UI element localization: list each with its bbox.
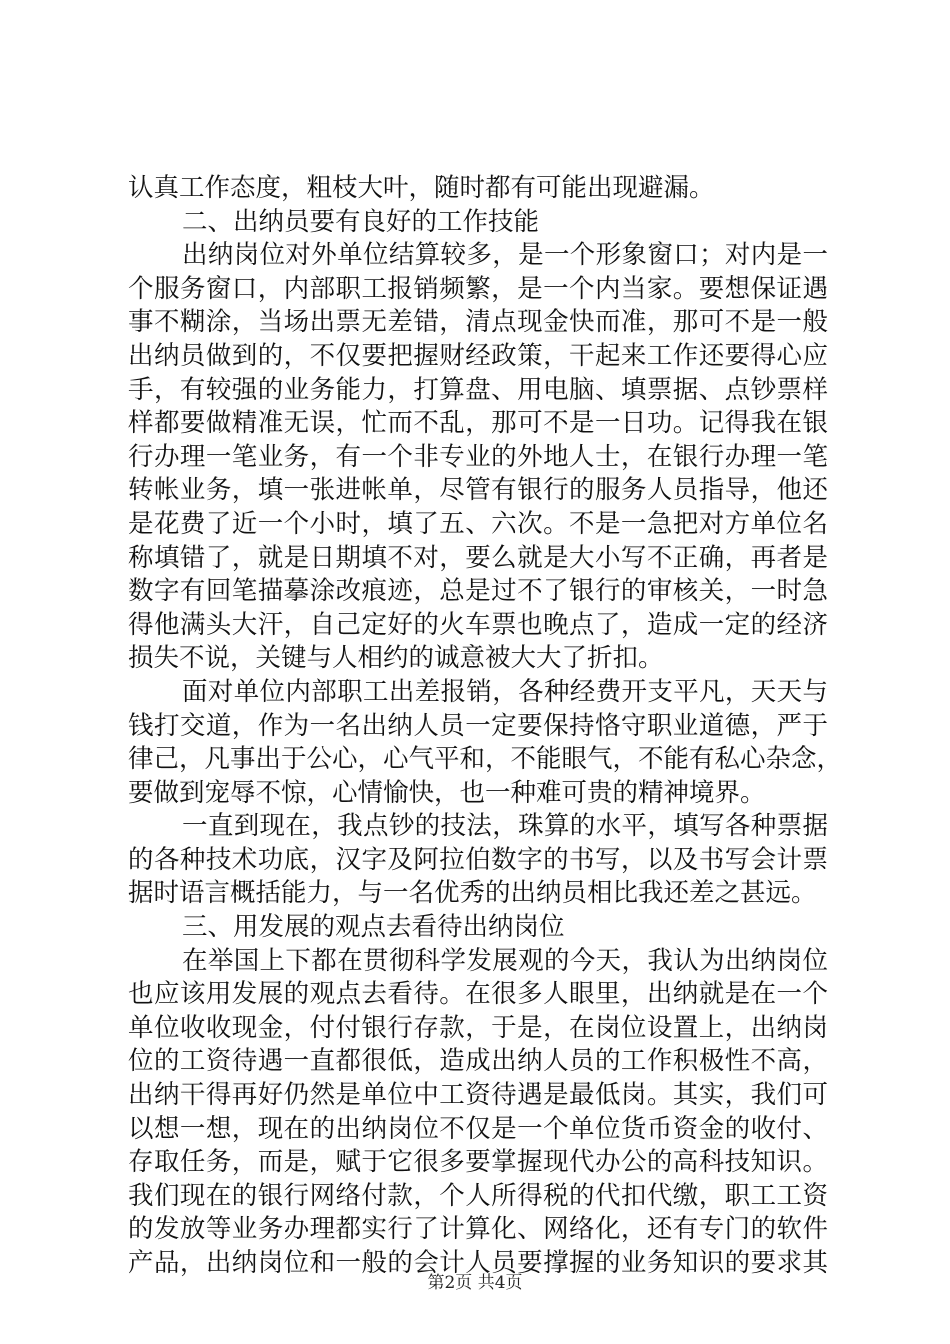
paragraph-line: 要做到宠辱不惊，心情愉快，也一种难可贵的精神境界。 <box>128 777 766 808</box>
paragraph-line: 行办理一笔业务，有一个非专业的外地人士，在银行办理一笔 <box>128 441 828 472</box>
paragraph-line: 也应该用发展的观点去看待。在很多人眼里，出纳就是在一个 <box>128 979 828 1010</box>
paragraph-line: 称填错了，就是日期填不对，要么就是大小写不正确，再者是 <box>128 542 828 573</box>
paragraph-line: 数字有回笔描摹涂改痕迹，总是过不了银行的审核关，一时急 <box>128 576 828 607</box>
paragraph-line: 损失不说，关键与人相约的诚意被大大了折扣。 <box>128 643 664 674</box>
paragraph-line: 产品，出纳岗位和一般的会计人员要撑握的业务知识的要求其 <box>128 1248 828 1278</box>
paragraph-first-line: 出纳岗位对外单位结算较多，是一个形象窗口；对内是一 <box>182 240 828 271</box>
paragraph-line: 据时语言概括能力，与一名优秀的出纳员相比我还差之甚远。 <box>128 878 817 909</box>
paragraph-line: 样都要做精准无误，忙而不乱，那可不是一日功。记得我在银 <box>128 408 828 439</box>
paragraph-line: 是花费了近一个小时，填了五、六次。不是一急把对方单位名 <box>128 508 828 539</box>
section-heading: 二、出纳员要有良好的工作技能 <box>182 206 540 237</box>
paragraph-line: 的发放等业务办理都实行了计算化、网络化，还有专门的软件 <box>128 1214 828 1245</box>
paragraph-line: 转帐业务，填一张进帐单，尽管有银行的服务人员指导，他还 <box>128 475 828 506</box>
paragraph-first-line: 面对单位内部职工出差报销，各种经费开支平凡，天天与 <box>182 676 828 707</box>
paragraph-line: 的各种技术功底，汉字及阿拉伯数字的书写，以及书写会计票 <box>128 844 828 875</box>
paragraph-line: 出纳员做到的，不仅要把握财经政策，干起来工作还要得心应 <box>128 340 828 371</box>
section-heading: 三、用发展的观点去看待出纳岗位 <box>182 912 565 943</box>
paragraph-line: 得他满头大汗，自己定好的火车票也晚点了，造成一定的经济 <box>128 609 828 640</box>
paragraph-line: 个服务窗口，内部职工报销频繁，是一个内当家。要想保证遇 <box>128 273 828 304</box>
paragraph-line: 认真工作态度，粗枝大叶，随时都有可能出现避漏。 <box>128 173 715 203</box>
paragraph-line: 出纳干得再好仍然是单位中工资待遇是最低岗。其实，我们可 <box>128 1080 828 1111</box>
paragraph-line: 我们现在的银行网络付款，个人所得税的代扣代缴，职工工资 <box>128 1180 828 1211</box>
page-footer: 第2页 共4页 <box>427 1273 523 1293</box>
paragraph-first-line: 在举国上下都在贯彻科学发展观的今天，我认为出纳岗位 <box>182 945 828 976</box>
paragraph-first-line: 一直到现在，我点钞的技法，珠算的水平，填写各种票据 <box>182 811 828 842</box>
paragraph-line: 存取任务，而是，赋于它很多要掌握现代办公的高科技知识。 <box>128 1147 828 1178</box>
paragraph-line: 位的工资待遇一直都很低，造成出纳人员的工作积极性不高， <box>128 1046 828 1077</box>
paragraph-line: 单位收收现金，付付银行存款，于是，在岗位设置上，出纳岗 <box>128 1012 828 1043</box>
paragraph-line: 手，有较强的业务能力，打算盘、用电脑、填票据、点钞票样 <box>128 374 828 405</box>
paragraph-line: 钱打交道，作为一名出纳人员一定要保持恪守职业道德，严于 <box>128 710 828 741</box>
paragraph-line: 以想一想，现在的出纳岗位不仅是一个单位货币资金的收付、 <box>128 1113 828 1144</box>
paragraph-line: 事不糊涂，当场出票无差错，清点现金快而准，那可不是一般 <box>128 307 828 338</box>
paragraph-line: 律己，凡事出于公心，心气平和，不能眼气，不能有私心杂念， <box>128 744 843 775</box>
document-body <box>128 172 843 1281</box>
